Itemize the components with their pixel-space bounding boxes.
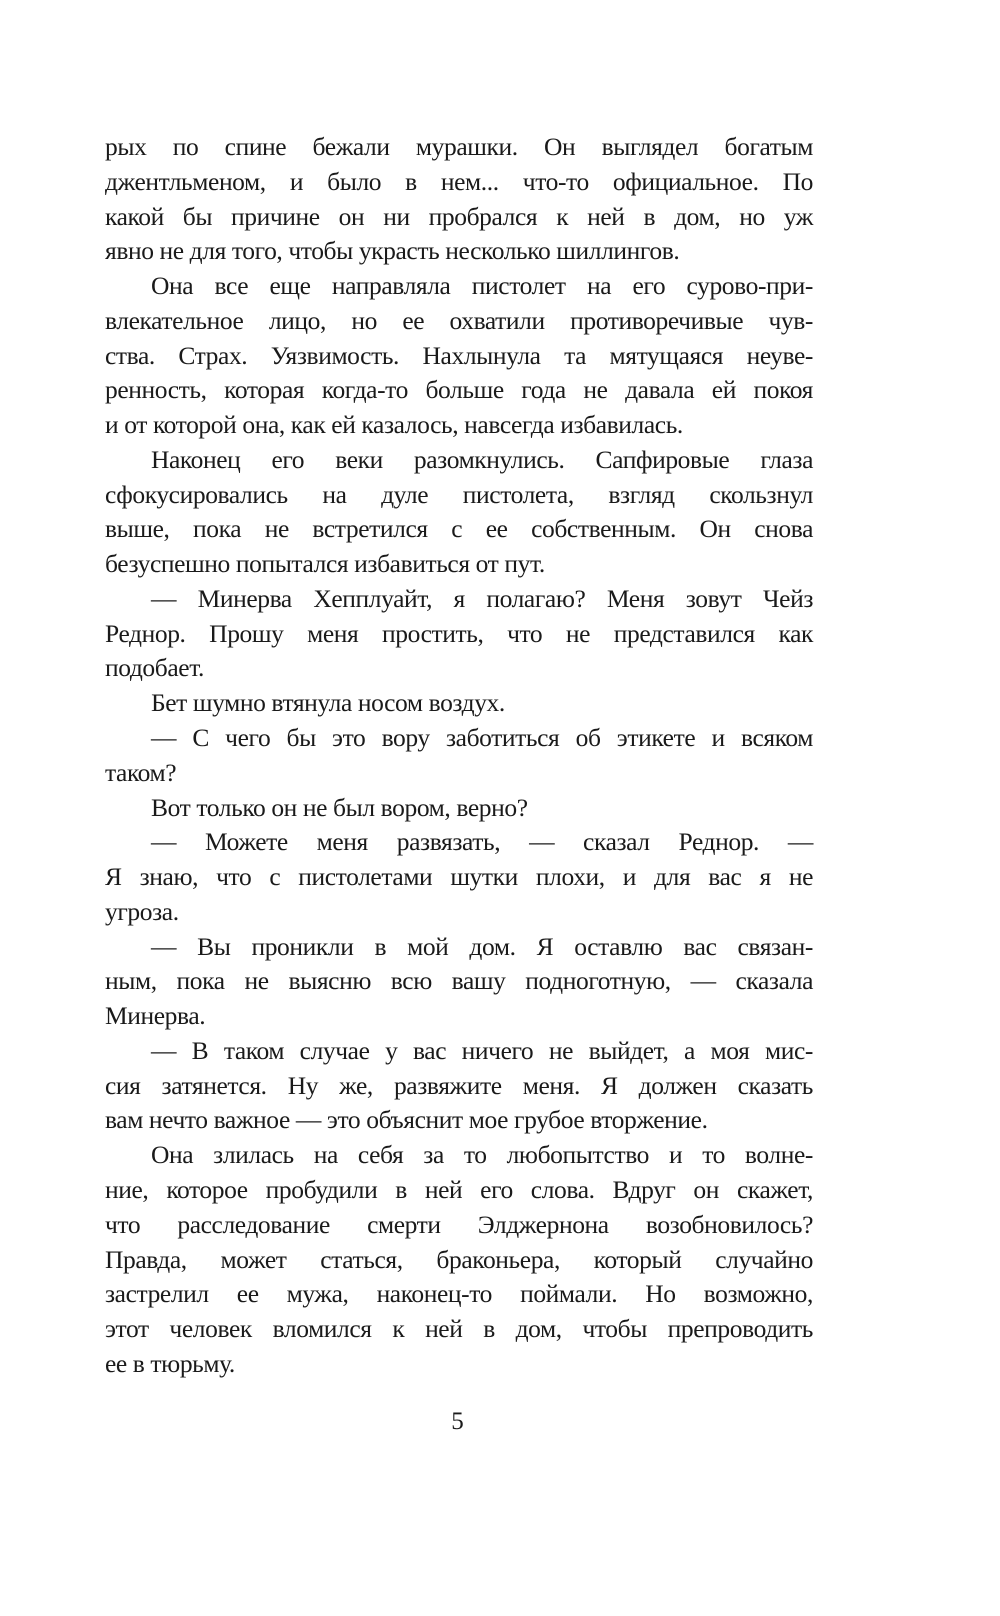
text-line: подобает. [105,653,204,683]
page-number: 5 [451,1408,464,1435]
page-body [105,130,813,1382]
text-line: Реднор. Прошу меня простить, что не представился как [105,618,813,648]
text-line: Правда, может статься, браконьера, который случайно [105,1244,813,1274]
text-line: джентльменом, и было в нем... что-то официальное. По [105,166,813,196]
text-line: Я знаю, что с пистолетами шутки плохи, и для вас я не [105,862,813,892]
text-line: вам нечто важное — это объяснит мое грубое вторжение. [105,1105,708,1135]
text-line: застрелил ее мужа, наконец-то поймали. Но возможно, [105,1279,813,1309]
text-line: явно не для того, чтобы украсть несколько шиллингов. [105,236,680,266]
text-line: ее в тюрьму. [105,1348,235,1378]
text-line: влекательное лицо, но ее охватили противоречивые чув- [105,305,813,335]
text-line: что расследование смерти Элджернона возобновилось? [105,1209,813,1239]
text-line: Она злилась на себя за то любопытство и то волне- [151,1140,813,1170]
paragraph [105,443,813,582]
text-line: Вот только он не был вором, верно? [151,792,528,822]
text-line: Она все еще направляла пистолет на его сурово-при- [151,271,813,301]
text-line: таком? [105,757,177,787]
paragraph [105,825,813,929]
text-line: — Можете меня развязать, — сказал Реднор. — [151,827,813,857]
text-line: — В таком случае у вас ничего не выйдет, а моя мис- [151,1035,813,1065]
paragraph [105,130,813,269]
text-line: ства. Страх. Уязвимость. Нахлынула та мятущаяся неуве- [105,340,813,370]
text-line: ренность, которая когда-то больше года не давала ей покоя [105,375,813,405]
paragraph [105,269,813,443]
paragraph [105,930,813,1034]
text-line: — Вы проникли в мой дом. Я оставлю вас связан- [151,931,813,961]
paragraph [105,686,813,721]
text-line: Бет шумно втянула носом воздух. [151,688,505,718]
text-line: — Минерва Хепплуайт, я полагаю? Меня зовут Чейз [151,583,813,613]
text-line: сфокусировались на дуле пистолета, взгляд скользнул [105,479,813,509]
text-line: выше, пока не встретился с ее собственным. Он снова [105,514,813,544]
text-line: этот человек вломился к ней в дом, чтобы препроводить [105,1314,813,1344]
text-line: сия затянется. Ну же, развяжите меня. Я должен сказать [105,1070,813,1100]
text-line: рых по спине бежали мурашки. Он выглядел богатым [105,132,813,161]
text-line: ным, пока не выясню всю вашу подноготную, — сказала [105,966,813,996]
text-line: — С чего бы это вору заботиться об этикете и всяком [151,723,813,753]
paragraph [105,1034,813,1138]
text-line: безуспешно попытался избавиться от пут. [105,549,545,579]
paragraph [105,1138,813,1381]
paragraph [105,721,813,791]
text-line: Минерва. [105,1001,206,1031]
paragraph [105,582,813,686]
text-line: угроза. [105,896,179,926]
text-line: и от которой она, как ей казалось, навсегда избавилась. [105,410,683,440]
text-line: ние, которое пробудили в ней его слова. Вдруг он скажет, [105,1174,813,1204]
text-line: Наконец его веки разомкнулись. Сапфировые глаза [151,444,813,474]
text-line: какой бы причине он ни пробрался к ней в дом, но уж [105,201,813,231]
paragraph [105,791,813,826]
